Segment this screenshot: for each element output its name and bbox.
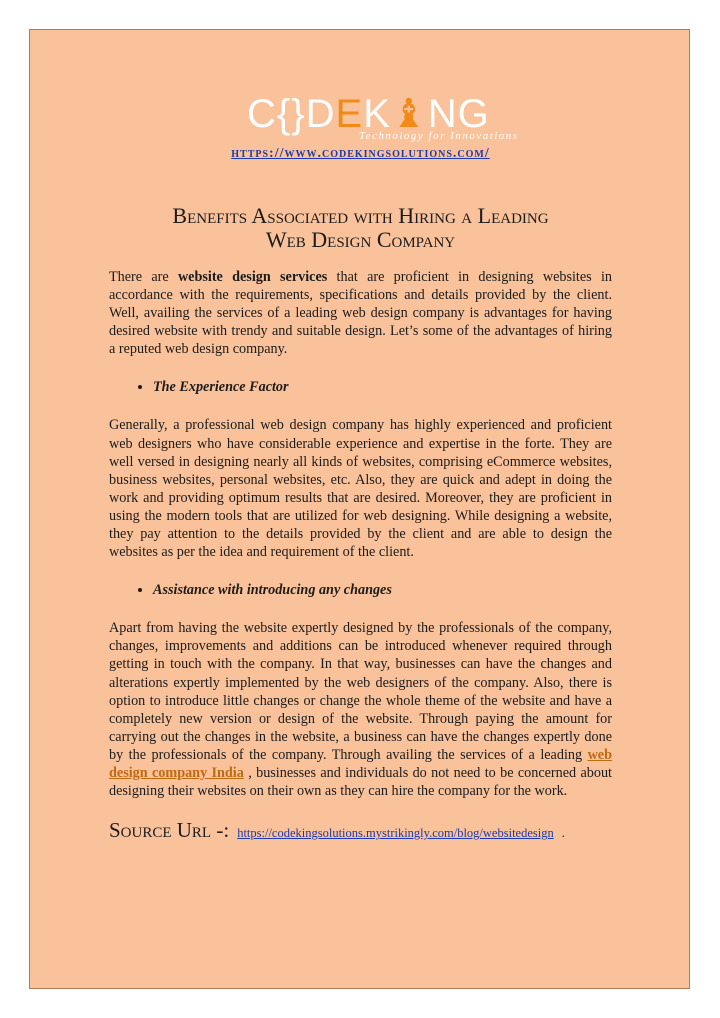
section-heading-list [109, 378, 612, 396]
changes-text-end: , businesses and individuals do not need to be concerned about designing their websites on their own as they can hire the company for the work. [109, 764, 613, 800]
chess-piece-icon: ♝ [390, 92, 428, 136]
title-line-2: Web Design Company [265, 227, 456, 252]
website-link[interactable]: https://www.codekingsolutions.com/ [231, 146, 490, 161]
logo-tagline: Technology for Innovations [359, 130, 519, 142]
section-heading-changes: • Assistance with introducing any changes [153, 581, 612, 599]
intro-text-end: that are proficient in designing websites in accordance with the requirements, specifications and details provided by the client. Well, availing the services of a leading web design company is advantages for having desired website with trendy and suitable design. Let’s some of the advantages of hiring a reputed web design company. [109, 269, 612, 358]
source-trailing-dot: . [561, 826, 565, 841]
web-design-company-link[interactable]: web design company India [109, 746, 612, 781]
document-content [109, 90, 612, 843]
logo-letters-ng: NG [427, 92, 490, 136]
changes-paragraph [109, 619, 612, 800]
logo-letter-c: C [247, 92, 277, 136]
source-url-link[interactable]: https://codekingsolutions.mystrikingly.com/blog/websitedesign [237, 826, 554, 841]
changes-text-start: Apart from having the website expertly designed by the professionals of the company, changes, improvements and additions can be introduced whenever required through getting in touch with the company. In that way, businesses can have the changes and alterations expertly implemented by the web designers of the company. Also, there is option to introduce little changes or change the whole theme of the website and have a completely new version or design of the website. Through paying the amount for carrying out the changes in the website, a business can have the changes expertly done by the professionals of the company. Through availing the services of a leading [109, 620, 612, 763]
section-heading-experience: • The Experience Factor [153, 378, 612, 396]
source-line [109, 818, 612, 843]
codeking-logo [109, 90, 612, 172]
experience-paragraph: Generally, a professional web design company has highly experienced and proficient web designers who have considerable experience and expertise in the forte. They are well versed in designing nearly all kinds of websites, comprising eCommerce websites, business websites, personal websites, etc. Also, they are quick and adept in doing the work and providing optimum results that are desired. Moreover, they are proficient in using the modern tools that are utilized for web designing. While designing a website, they pay attention to the details provided by the client and are able to design the websites as per the idea and requirement of the client. [109, 417, 612, 561]
document-page [29, 29, 690, 989]
logo-letter-k: K [363, 92, 391, 136]
intro-bold-phrase: website design services [177, 269, 328, 285]
document-title [109, 204, 612, 252]
section-heading-list [109, 581, 612, 599]
logo-letter-d: D [305, 92, 336, 136]
logo-letter-e: E [335, 92, 364, 136]
title-line-1: Benefits Associated with Hiring a Leading [172, 203, 549, 228]
logo-braces: {} [276, 92, 306, 136]
intro-text-start: There are [109, 269, 178, 285]
intro-paragraph [109, 268, 612, 358]
source-label: Source Url -: [109, 818, 230, 843]
